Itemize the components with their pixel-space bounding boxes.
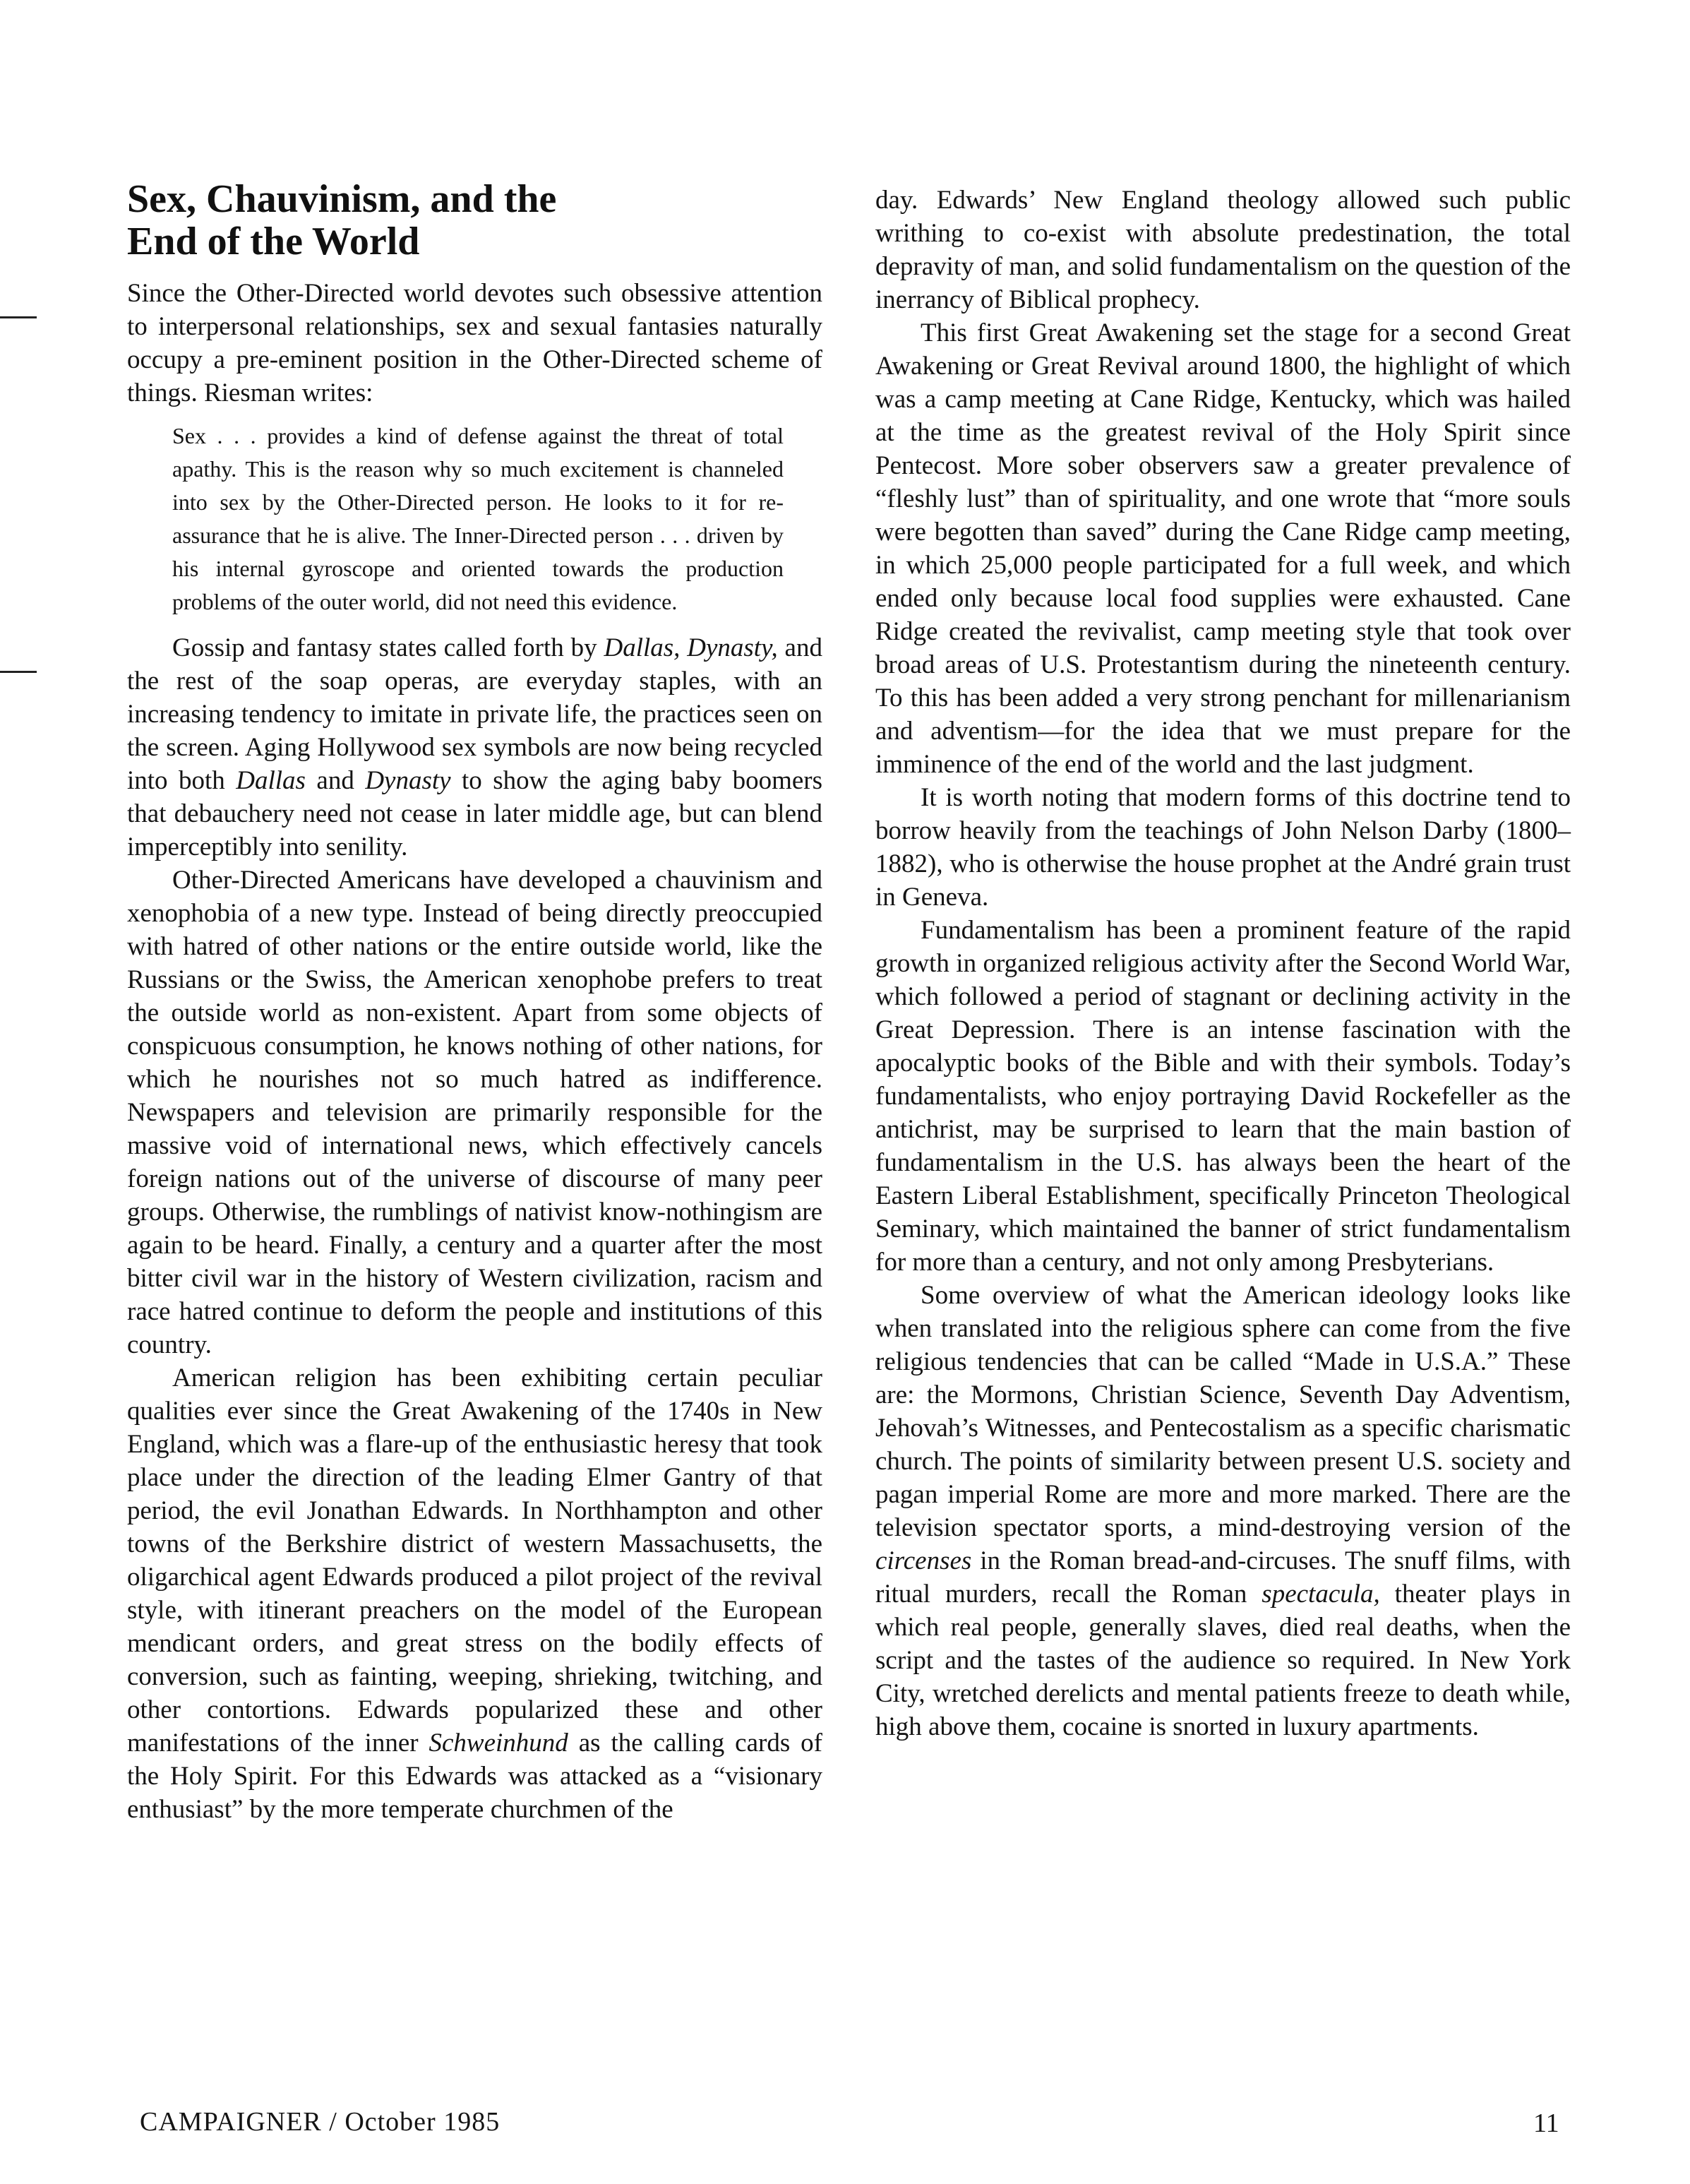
text-run: in the Roman bread-and-circuses. The snuff films, with ritual murders, recall the Roman (875, 1546, 1571, 1609)
text-run: Some overview of what the American ideology looks like when translated into the religious sphere can come from the five religious tendencies that can be called “Made in U.S.A.” These are: the Mormons, Christian Science, Seventh Day Adventism, Jehovah’s Witnesses, and Pentecostalism as a specific charismatic church. The points of similarity between present U.S. society and pagan imperial Rome are more and more marked. There are the television spectator sports, a mind-destroying version of the (875, 1281, 1571, 1542)
article-title (127, 178, 822, 263)
paragraph: Fundamentalism has been a prominent feature of the rapid growth in organized religious activity after the Second World War, which followed a period of stagnant or declining activity in the Great Depression. There is an intense fascination with the apocalyptic books of the Bible and with their symbols. Today’s fundamentalists, who enjoy portraying David Rockefeller as the antichrist, may be surprised to learn that the main bastion of fundamentalism in the U.S. has always been the heart of the Eastern Liberal Establishment, specifically Princeton Theological Seminary, which maintained the banner of strict fundamentalism for more than a century, and not only among Presbyterians. (875, 916, 1571, 1277)
text-run: Gossip and fantasy states called forth by (172, 633, 604, 662)
paragraph: This first Great Awakening set the stage for a second Great Awakening or Great Revival around 1800, the highlight of which was a camp meeting at Cane Ridge, Kentucky, which was hailed at the time as the greatest revival of the Holy Spirit since Pentecost. More sober observers saw a greater prevalence of “fleshly lust” than of spirituality, and one wrote that “more souls were begotten than saved” during the Cane Ridge camp meeting, in which 25,000 people participated for a full week, and which ended only because local food supplies were exhausted. Cane Ridge created the revivalist, camp meeting style that took over broad areas of U.S. Protestantism during the nineteenth century. To this has been added a very strong penchant for millenarianism and adventism—for the idea that we must prepare for the imminence of the end of the world and the last judgment. (875, 318, 1571, 779)
left-column (127, 178, 822, 1826)
paragraph: day. Edwards’ New England theology allowed such public writhing to co-exist with absolute predestination, the total depravity of man, and solid fundamentalism on the question of the inerrancy of Biblical prophecy. (875, 186, 1571, 314)
text-run: and (305, 766, 366, 795)
text-run: American religion has been exhibiting certain peculiar qualities ever since the Great Awakening of the 1740s in New England, which was a flare-up of the enthusiastic heresy that took place under the direction of the leading Elmer Gantry of that period, the evil Jonathan Edwards. In Northhampton and other towns of the Berkshire district of western Massachusetts, the oligarchical agent Edwards produced a pilot project of the revival style, with itinerant preachers on the model of the European mendicant orders, and great stress on the bodily effects of conversion, such as fainting, weeping, shrieking, twitching, and other contortions. Edwards popularized these and other manifestations of the inner (127, 1363, 822, 1758)
right-column (875, 184, 1571, 1743)
text-run: and the rest of the soap operas, are everyday staples, with an increasing tendency to imitate in private life, the practices seen on the screen. Aging Hollywood sex symbols are now being recycled into both (127, 633, 822, 795)
italic-title: Dynasty (365, 766, 451, 795)
footer-publication: CAMPAIGNER / October 1985 (140, 2107, 501, 2137)
text-run: as the calling cards of the Holy Spirit. For this Edwards was attacked as a “visionary enthusiast” by the more temperate churchmen of the (127, 1729, 822, 1824)
block-quote: Sex . . . provides a kind of defense against the threat of total apathy. This is the reason why so much excitement is channeled into sex by the Other-Directed person. He looks to it for re-assurance that he is alive. The Inner-Directed person . . . driven by his internal gyroscope and oriented towards the production problems of the outer world, did not need this evidence. (172, 423, 784, 614)
margin-mark (0, 671, 37, 673)
paragraph: Since the Other-Directed world devotes such obsessive attention to interpersonal relationships, sex and sexual fantasies naturally occupy a pre-eminent position in the Other-Directed scheme of things. Riesman writes: (127, 279, 822, 407)
paragraph (127, 1361, 822, 1826)
italic-term: Schweinhund (429, 1729, 568, 1758)
text-run: theater plays in which real people, generally slaves, died real deaths, when the script and the tastes of the audience so required. In New York City, wretched derelicts and mental patients freeze to death while, high above them, cocaine is snorted in luxury apartments. (875, 1580, 1571, 1741)
text-run: to show the aging baby boomers that debauchery need not cease in later middle age, but can blend imperceptibly into senility. (127, 766, 822, 861)
italic-term: circenses (875, 1546, 972, 1575)
title-line-2: End of the World (127, 220, 420, 263)
paragraph (127, 631, 822, 864)
margin-mark (0, 316, 37, 318)
italic-term: spectacula, (1261, 1580, 1380, 1609)
italic-title: Dallas, Dynasty, (604, 633, 778, 662)
title-line-1: Sex, Chauvinism, and the (127, 177, 557, 221)
page-number: 11 (1533, 2108, 1559, 2138)
italic-title: Dallas (236, 766, 306, 795)
paragraph (875, 1279, 1571, 1743)
paragraph: It is worth noting that modern forms of this doctrine tend to borrow heavily from the teachings of John Nelson Darby (1800–1882), who is otherwise the house prophet at the André grain trust in Geneva. (875, 783, 1571, 912)
paragraph: Other-Directed Americans have developed a chauvinism and xenophobia of a new type. Instead of being directly preoccupied with hatred of other nations or the entire outside world, like the Russians or the Swiss, the American xenophobe prefers to treat the outside world as non-existent. Apart from some objects of conspicuous consumption, he knows nothing of other nations, for which he nourishes not so much hatred as indifference. Newspapers and television are primarily responsible for the massive void of international news, which effectively cancels foreign nations out of the universe of discourse of many peer groups. Otherwise, the rumblings of nativist know-nothingism are again to be heard. Finally, a century and a quarter after the most bitter civil war in the history of Western civilization, racism and race hatred continue to deform the people and institutions of this country. (127, 866, 822, 1359)
